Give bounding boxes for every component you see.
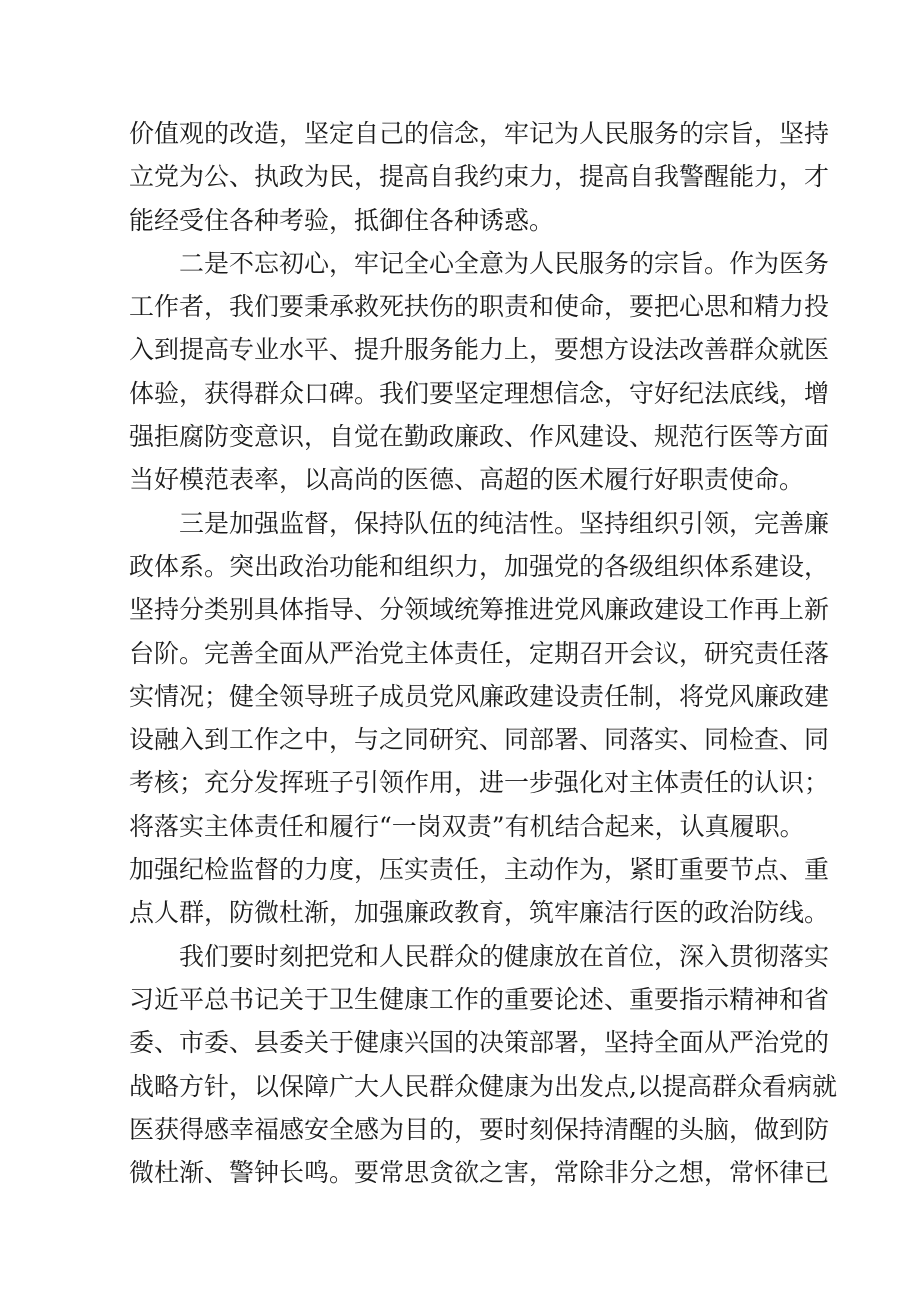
text-line: 三是加强监督，保持队伍的纯洁性。坚持组织引领，完善廉 [179, 508, 830, 538]
text-line: 点人群，防微杜渐，加强廉政教育，筑牢廉洁行医的政治防线。 [129, 898, 830, 928]
text-line: 当好模范表率，以高尚的医德、高超的医术履行好职责使命。 [129, 465, 805, 495]
text-line: 委、市委、县委关于健康兴国的决策部署，坚持全面从严治党的 [129, 1028, 830, 1058]
text-line: 将落实主体责任和履行“一岗双责”有机结合起来，认真履职。 [129, 811, 805, 841]
text-line: 坚持分类别具体指导、分领域统筹推进党风廉政建设工作再上新 [129, 595, 830, 625]
text-line: 我们要时刻把党和人民群众的健康放在首位，深入贯彻落实 [179, 941, 830, 971]
text-line: 二是不忘初心，牢记全心全意为人民服务的宗旨。作为医务 [179, 248, 830, 278]
text-line: 能经受住各种考验，抵御住各种诱惑。 [129, 205, 555, 235]
text-line: 台阶。完善全面从严治党主体责任，定期召开会议，研究责任落 [129, 638, 830, 668]
text-line: 战略方针，以保障广大人民群众健康为出发点,以提高群众看病就 [129, 1071, 837, 1101]
text-line: 政体系。突出政治功能和组织力，加强党的各级组织体系建设， [129, 551, 830, 581]
text-line: 习近平总书记关于卫生健康工作的重要论述、重要指示精神和省 [129, 984, 830, 1014]
text-line: 价值观的改造，坚定自己的信念，牢记为人民服务的宗旨，坚持 [129, 119, 830, 148]
text-line: 加强纪检监督的力度，压实责任，主动作为，紧盯重要节点、重 [129, 855, 830, 885]
text-line: 体验，获得群众口碑。我们要坚定理想信念，守好纪法底线，增 [129, 378, 830, 408]
text-line: 工作者，我们要秉承救死扶伤的职责和使命，要把心思和精力投 [129, 292, 830, 322]
body-text [129, 112, 837, 1194]
text-line: 入到提高专业水平、提升服务能力上，要想方设法改善群众就医 [129, 335, 830, 365]
text-line: 医获得感幸福感安全感为目的，要时刻保持清醒的头脑，做到防 [129, 1114, 830, 1144]
text-line: 立党为公、执政为民，提高自我约束力，提高自我警醒能力，才 [129, 162, 830, 192]
text-line: 实情况；健全领导班子成员党风廉政建设责任制，将党风廉政建 [129, 681, 830, 711]
text-line: 强拒腐防变意识，自觉在勤政廉政、作风建设、规范行医等方面 [129, 422, 830, 452]
text-line: 微杜渐、警钟长鸣。要常思贪欲之害，常除非分之想，常怀律已 [129, 1158, 830, 1188]
text-line: 设融入到工作之中，与之同研究、同部署、同落实、同检查、同 [129, 725, 830, 755]
text-line: 考核；充分发挥班子引领作用，进一步强化对主体责任的认识； [129, 768, 830, 798]
